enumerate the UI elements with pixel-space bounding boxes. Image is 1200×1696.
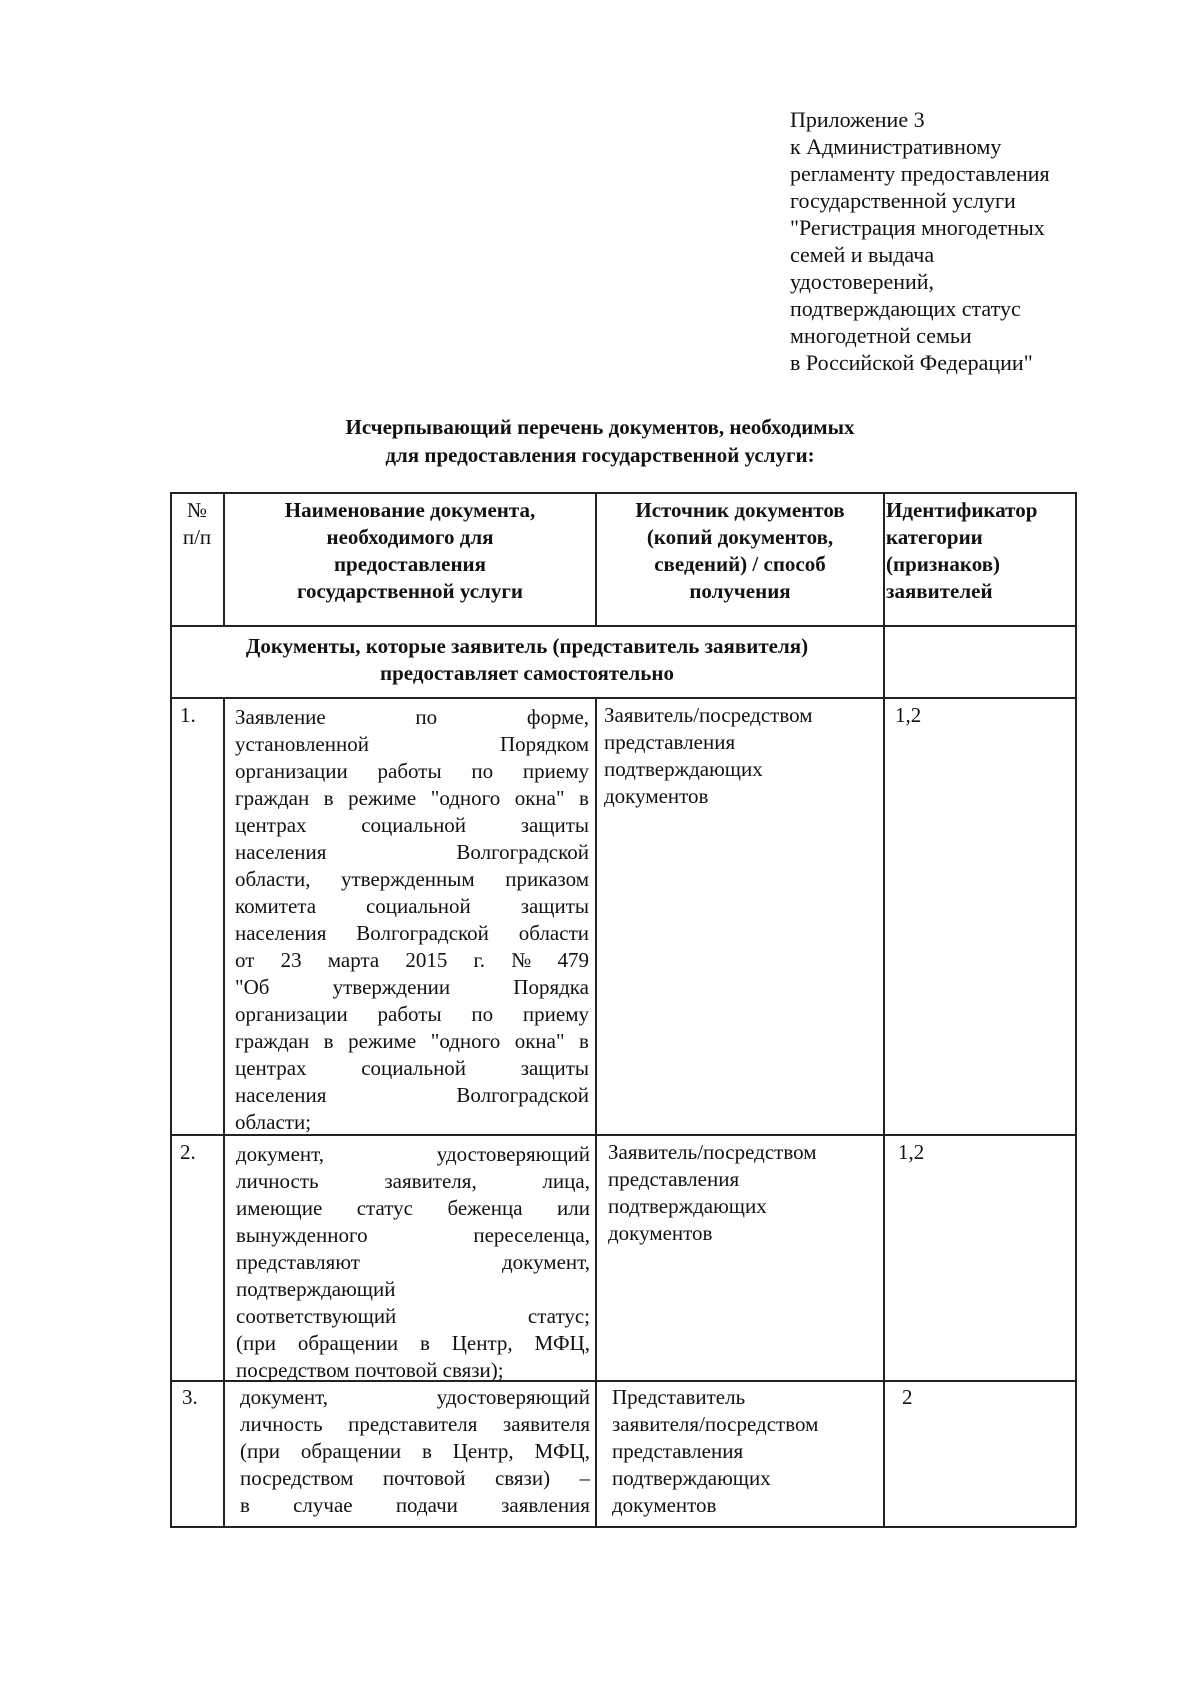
table-header-bottom xyxy=(170,625,1076,627)
word: защиты xyxy=(520,1056,589,1080)
text-line xyxy=(240,1384,590,1411)
text-line: области; xyxy=(235,1110,312,1134)
table-border-bottom xyxy=(170,1526,1076,1528)
header-line: категории xyxy=(886,525,983,549)
text-line xyxy=(236,1141,590,1168)
appendix-line: удостоверений, xyxy=(790,269,935,294)
header-num xyxy=(172,497,222,551)
header-line: Наименование документа, xyxy=(284,498,536,522)
text-line xyxy=(235,1082,589,1109)
text-line: представления xyxy=(608,1167,740,1191)
word: Центр, xyxy=(452,1439,514,1463)
table-col-divider xyxy=(223,697,225,1527)
word: документ, xyxy=(236,1142,325,1166)
word: документ, xyxy=(240,1385,329,1409)
text-line: подтверждающих xyxy=(604,757,763,781)
document-title xyxy=(300,413,900,469)
word: имеющие xyxy=(236,1196,323,1220)
text-line xyxy=(236,1195,590,1222)
word: МФЦ, xyxy=(534,1331,590,1355)
text-line: Заявитель/посредством xyxy=(604,703,813,727)
word: комитета xyxy=(235,894,317,918)
table-col-divider xyxy=(595,492,597,626)
word: удостоверяющий xyxy=(436,1385,590,1409)
table-col-divider xyxy=(883,492,885,1527)
appendix-line: регламенту предоставления xyxy=(790,161,1050,186)
text-line: посредством почтовой связи); xyxy=(236,1358,504,1382)
row-source xyxy=(604,702,879,810)
word: области xyxy=(518,921,589,945)
header-num-line: п/п xyxy=(182,525,212,549)
word: статус; xyxy=(527,1304,590,1328)
header-line: Идентификатор xyxy=(886,498,1038,522)
word: в xyxy=(323,1029,334,1053)
word: социальной xyxy=(361,1056,467,1080)
row-source xyxy=(612,1384,880,1519)
word: режиме xyxy=(348,786,417,810)
text-line: документов xyxy=(608,1221,713,1245)
text-line: представления xyxy=(604,730,736,754)
word: Порядком xyxy=(499,732,589,756)
word: работы xyxy=(377,759,442,783)
word: приказом xyxy=(505,867,589,891)
appendix-line: семей и выдача xyxy=(790,242,935,267)
word: защиты xyxy=(520,813,589,837)
word: защиты xyxy=(520,894,589,918)
text-line xyxy=(240,1411,590,1438)
word: соответствующий xyxy=(236,1304,397,1328)
word: удостоверяющий xyxy=(436,1142,590,1166)
header-document-name xyxy=(226,497,594,605)
row-number: 1. xyxy=(180,703,196,727)
word: (при xyxy=(240,1439,280,1463)
header-category xyxy=(886,497,1074,605)
text-line xyxy=(235,1028,589,1055)
row-document-name xyxy=(240,1384,590,1519)
word: Центр, xyxy=(451,1331,513,1355)
text-line xyxy=(240,1438,590,1465)
header-line: необходимого для xyxy=(326,525,494,549)
word: населения xyxy=(235,921,327,945)
word: или xyxy=(557,1196,590,1220)
word: социальной xyxy=(365,894,471,918)
table-col-divider xyxy=(595,697,597,1527)
word: переселенца, xyxy=(473,1223,590,1247)
section-heading-line: Документы, которые заявитель (представитель заявителя) xyxy=(245,634,809,658)
word: № xyxy=(511,948,532,972)
header-line: Источник документов xyxy=(635,498,845,522)
text-line: Представитель xyxy=(612,1385,746,1409)
word: в xyxy=(579,786,589,810)
word: случае xyxy=(293,1493,353,1517)
word: по xyxy=(471,759,494,783)
appendix-header xyxy=(790,106,1120,376)
word: утверждении xyxy=(332,975,451,999)
word: заявления xyxy=(501,1493,590,1517)
word: режиме xyxy=(348,1029,417,1053)
table-col-divider xyxy=(223,492,225,626)
word: Волгоградской xyxy=(456,840,589,864)
header-line: заявителей xyxy=(886,579,993,603)
text-line xyxy=(235,947,589,974)
word: утвержденным xyxy=(341,867,475,891)
document-title-line: Исчерпывающий перечень документов, необходимых xyxy=(345,415,855,439)
word: центрах xyxy=(235,1056,307,1080)
text-line xyxy=(235,812,589,839)
header-line: сведений) / способ xyxy=(654,552,826,576)
word: организации xyxy=(235,759,348,783)
header-line: получения xyxy=(689,579,791,603)
row-document-name xyxy=(236,1141,590,1384)
text-line xyxy=(235,866,589,893)
appendix-line: Приложение 3 xyxy=(790,107,925,132)
word: граждан xyxy=(235,1029,310,1053)
word: связи) xyxy=(494,1466,551,1490)
row-number: 2. xyxy=(180,1140,196,1164)
row-category: 2 xyxy=(902,1385,913,1409)
text-line xyxy=(235,731,589,758)
text-line xyxy=(240,1492,590,1519)
text-line xyxy=(235,920,589,947)
appendix-line: многодетной семьи xyxy=(790,323,972,348)
word: в xyxy=(419,1331,430,1355)
word: установленной xyxy=(235,732,369,756)
text-line xyxy=(240,1465,590,1492)
word: социальной xyxy=(361,813,467,837)
word: обращении xyxy=(300,1439,402,1463)
text-line xyxy=(235,839,589,866)
section-heading xyxy=(172,633,882,687)
word: Волгоградской xyxy=(356,921,489,945)
word: организации xyxy=(235,1002,348,1026)
text-line xyxy=(236,1330,590,1357)
word: г. xyxy=(473,948,486,972)
word: – xyxy=(579,1466,590,1490)
table-section-bottom xyxy=(170,697,1076,699)
word: от xyxy=(235,948,255,972)
word: личность xyxy=(236,1169,319,1193)
appendix-line: подтверждающих статус xyxy=(790,296,1021,321)
row-category: 1,2 xyxy=(895,703,922,727)
text-line xyxy=(235,785,589,812)
header-line: государственной услуги xyxy=(297,579,523,603)
word: населения xyxy=(235,1083,327,1107)
word: статус xyxy=(356,1196,413,1220)
text-line xyxy=(236,1222,590,1249)
word: беженца xyxy=(447,1196,523,1220)
word: "одного xyxy=(430,1029,501,1053)
row-category: 1,2 xyxy=(898,1140,925,1164)
word: личность xyxy=(240,1412,323,1436)
text-line: подтверждающих xyxy=(608,1194,767,1218)
text-line xyxy=(236,1303,590,1330)
word: лица, xyxy=(542,1169,590,1193)
text-line xyxy=(235,704,589,731)
text-line: подтверждающий xyxy=(236,1277,396,1301)
word: области, xyxy=(235,867,311,891)
word: почтовой xyxy=(382,1466,466,1490)
word: "Об xyxy=(235,975,270,999)
text-line xyxy=(235,974,589,1001)
text-line: Заявитель/посредством xyxy=(608,1140,817,1164)
text-line xyxy=(235,1055,589,1082)
appendix-line: в Российской Федерации" xyxy=(790,350,1033,375)
word: в xyxy=(323,786,334,810)
word: граждан xyxy=(235,786,310,810)
appendix-line: государственной услуги xyxy=(790,188,1016,213)
word: в xyxy=(579,1029,589,1053)
word: в xyxy=(240,1493,250,1517)
table-border-top xyxy=(170,492,1076,494)
word: окна" xyxy=(514,786,565,810)
text-line xyxy=(236,1168,590,1195)
word: приему xyxy=(522,759,589,783)
document-title-line: для предоставления государственной услуги: xyxy=(385,443,815,467)
word: представляют xyxy=(236,1250,360,1274)
appendix-line: "Регистрация многодетных xyxy=(790,215,1045,240)
word: по xyxy=(471,1002,494,1026)
word: заявителя, xyxy=(384,1169,477,1193)
word: окна" xyxy=(514,1029,565,1053)
word: МФЦ, xyxy=(534,1439,590,1463)
word: обращении xyxy=(297,1331,399,1355)
word: населения xyxy=(235,840,327,864)
word: подачи xyxy=(395,1493,458,1517)
word: вынужденного xyxy=(236,1223,368,1247)
row-source xyxy=(608,1139,880,1247)
row-number: 3. xyxy=(182,1385,198,1409)
word: Порядка xyxy=(513,975,589,999)
word: представителя xyxy=(348,1412,478,1436)
word: 2015 xyxy=(405,948,448,972)
word: в xyxy=(421,1439,432,1463)
word: по xyxy=(415,705,438,729)
word: заявителя xyxy=(502,1412,590,1436)
word: Заявление xyxy=(235,705,326,729)
word: "одного xyxy=(430,786,501,810)
word: работы xyxy=(377,1002,442,1026)
header-line: (признаков) xyxy=(886,552,1001,576)
section-heading-line: предоставляет самостоятельно xyxy=(380,661,674,685)
text-line: представления xyxy=(612,1439,744,1463)
header-line: (копий документов, xyxy=(646,525,834,549)
word: форме, xyxy=(526,705,589,729)
text-line: заявителя/посредством xyxy=(612,1412,819,1436)
word: марта xyxy=(327,948,380,972)
row-document-name xyxy=(235,704,589,1136)
text-line xyxy=(235,758,589,785)
word: посредством xyxy=(240,1466,354,1490)
word: (при xyxy=(236,1331,276,1355)
header-num-line: № xyxy=(186,498,208,522)
header-line: предоставления xyxy=(333,552,487,576)
table-border-right xyxy=(1075,492,1077,1527)
header-source xyxy=(598,497,882,605)
text-line xyxy=(236,1249,590,1276)
text-line: документов xyxy=(612,1493,717,1517)
text-line xyxy=(235,893,589,920)
word: центрах xyxy=(235,813,307,837)
text-line xyxy=(235,1001,589,1028)
text-line: подтверждающих xyxy=(612,1466,771,1490)
text-line: документов xyxy=(604,784,709,808)
word: приему xyxy=(522,1002,589,1026)
appendix-line: к Административному xyxy=(790,134,1002,159)
word: 23 xyxy=(280,948,302,972)
word: документ, xyxy=(501,1250,590,1274)
word: Волгоградской xyxy=(456,1083,589,1107)
word: 479 xyxy=(557,948,589,972)
